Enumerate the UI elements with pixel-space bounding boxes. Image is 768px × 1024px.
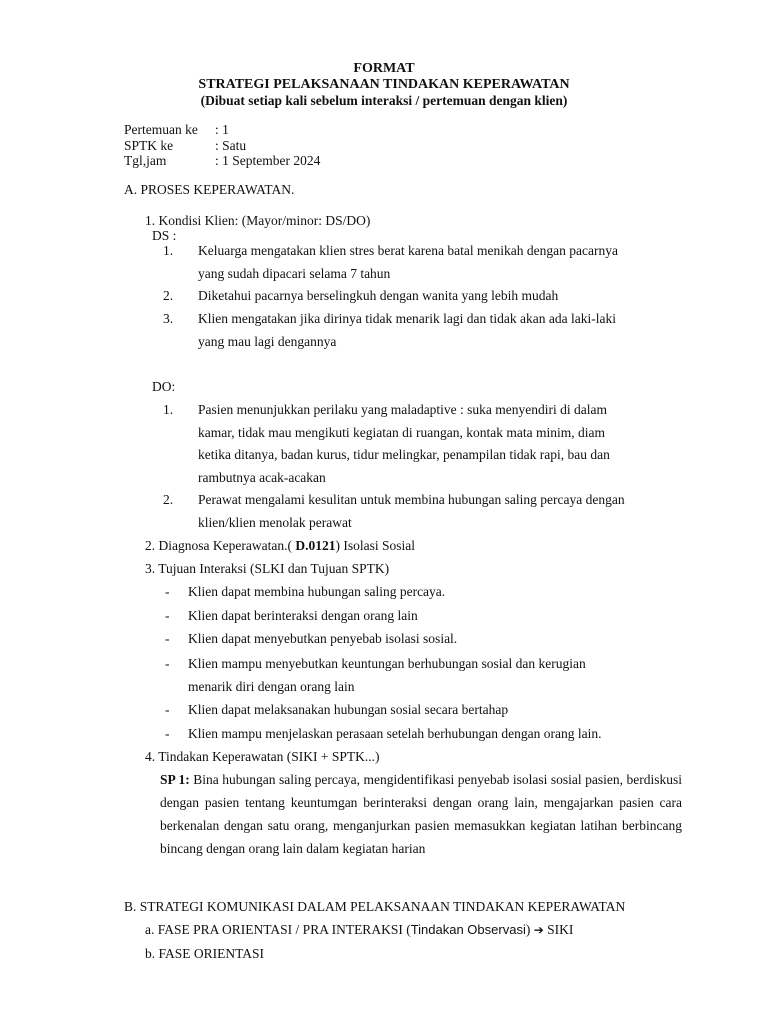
meta-value: : 1 September 2024 (215, 153, 321, 168)
list-item-line: Keluarga mengatakan klien stres berat karena batal menikah dengan pacarnya (198, 243, 618, 258)
tindakan-heading: 4. Tindakan Keperawatan (SIKI + SPTK...) (145, 749, 380, 764)
diagnosa-line (145, 538, 415, 554)
fase-orientasi: b. FASE ORIENTASI (145, 946, 265, 961)
diagnosa-suffix: ) Isolasi Sosial (335, 538, 415, 553)
list-item-line: rambutnya acak-acakan (198, 470, 326, 485)
bullet-dash: - (165, 584, 170, 599)
ds-label: DS : (152, 228, 177, 243)
arrow-right-icon: ➔ (533, 923, 544, 937)
doc-title-format: FORMAT (353, 61, 415, 76)
bullet-dash: - (165, 631, 170, 646)
section-b-title: B. STRATEGI KOMUNIKASI DALAM PELAKSANAAN TINDAKAN KEPERAWATAN (124, 899, 626, 914)
sp1-paragraph (160, 768, 682, 860)
sp1-label: SP 1: (160, 772, 190, 787)
list-item-line: Perawat mengalami kesulitan untuk membina hubungan saling percaya dengan (198, 492, 625, 507)
list-item-line: Klien dapat berinteraksi dengan orang lain (188, 608, 418, 623)
fase-a-prefix: a. FASE PRA ORIENTASI / PRA INTERAKSI ( (145, 922, 411, 937)
kondisi-klien-heading: 1. Kondisi Klien: (Mayor/minor: DS/DO) (145, 213, 371, 228)
list-number: 2. (163, 288, 174, 303)
list-item-line: Klien mengatakan jika dirinya tidak menarik lagi dan tidak akan ada laki-laki (198, 311, 616, 326)
bullet-dash: - (165, 702, 170, 717)
list-item-line: klien/klien menolak perawat (198, 515, 352, 530)
list-item-line: yang mau lagi dengannya (198, 334, 337, 349)
diagnosa-prefix: 2. Diagnosa Keperawatan.( (145, 538, 296, 553)
bullet-dash: - (165, 608, 170, 623)
doc-title-main: STRATEGI PELAKSANAAN TINDAKAN KEPERAWATAN (198, 77, 570, 92)
list-number: 2. (163, 492, 174, 507)
meta-value: : Satu (215, 138, 247, 153)
fase-a-paren: Tindakan Observasi (410, 922, 526, 937)
do-label: DO: (152, 379, 176, 394)
sp1-text: Bina hubungan saling percaya, mengidentifikasi penyebab isolasi sosial pasien, berdiskusi dengan pasien tentang keuntumgan berinteraksi dengan orang lain, mengajarkan pasien cara berkenalan dengan satu orang, menganjurkan pasien memasukkan kegiatan latihan berbincang bincang dengan orang lain dalam kegiatan harian (160, 772, 682, 856)
list-item-line: Klien dapat membina hubungan saling percaya. (188, 584, 446, 599)
bullet-dash: - (165, 656, 170, 671)
meta-label: Pertemuan ke (124, 122, 198, 137)
list-item-line: ketika ditanya, badan kurus, tidur melingkar, penampilan tidak rapi, bau dan (198, 447, 610, 462)
fase-pra-orientasi (145, 922, 573, 938)
doc-subtitle: (Dibuat setiap kali sebelum interaksi / pertemuan dengan klien) (200, 93, 568, 108)
meta-value: : 1 (215, 122, 229, 137)
list-item-line: Klien mampu menjelaskan perasaan setelah berhubungan dengan orang lain. (188, 726, 602, 741)
meta-label: Tgl,jam (124, 153, 167, 168)
section-a-title: A. PROSES KEPERAWATAN. (124, 182, 295, 197)
meta-label: SPTK ke (124, 138, 174, 153)
list-item-line: Klien dapat menyebutkan penyebab isolasi sosial. (188, 631, 458, 646)
list-item-line: Pasien menunjukkan perilaku yang maladaptive : suka menyendiri di dalam (198, 402, 608, 417)
list-item-line: Diketahui pacarnya berselingkuh dengan wanita yang lebih mudah (198, 288, 559, 303)
list-number: 3. (163, 311, 174, 326)
list-item-line: menarik diri dengan orang lain (188, 679, 355, 694)
list-item-line: Klien dapat melaksanakan hubungan sosial secara bertahap (188, 702, 509, 717)
list-item-line: yang sudah dipacari selama 7 tahun (198, 266, 391, 281)
fase-a-close: ) (525, 922, 531, 937)
fase-a-suffix: SIKI (543, 922, 574, 937)
list-number: 1. (163, 243, 174, 258)
list-number: 1. (163, 402, 174, 417)
list-item-line: Klien mampu menyebutkan keuntungan berhubungan sosial dan kerugian (188, 656, 586, 671)
bullet-dash: - (165, 726, 170, 741)
tujuan-heading: 3. Tujuan Interaksi (SLKI dan Tujuan SPTK) (145, 561, 390, 576)
diagnosa-code: D.0121 (295, 538, 336, 553)
list-item-line: kamar, tidak mau mengikuti kegiatan di ruangan, kontak mata minim, diam (198, 425, 605, 440)
